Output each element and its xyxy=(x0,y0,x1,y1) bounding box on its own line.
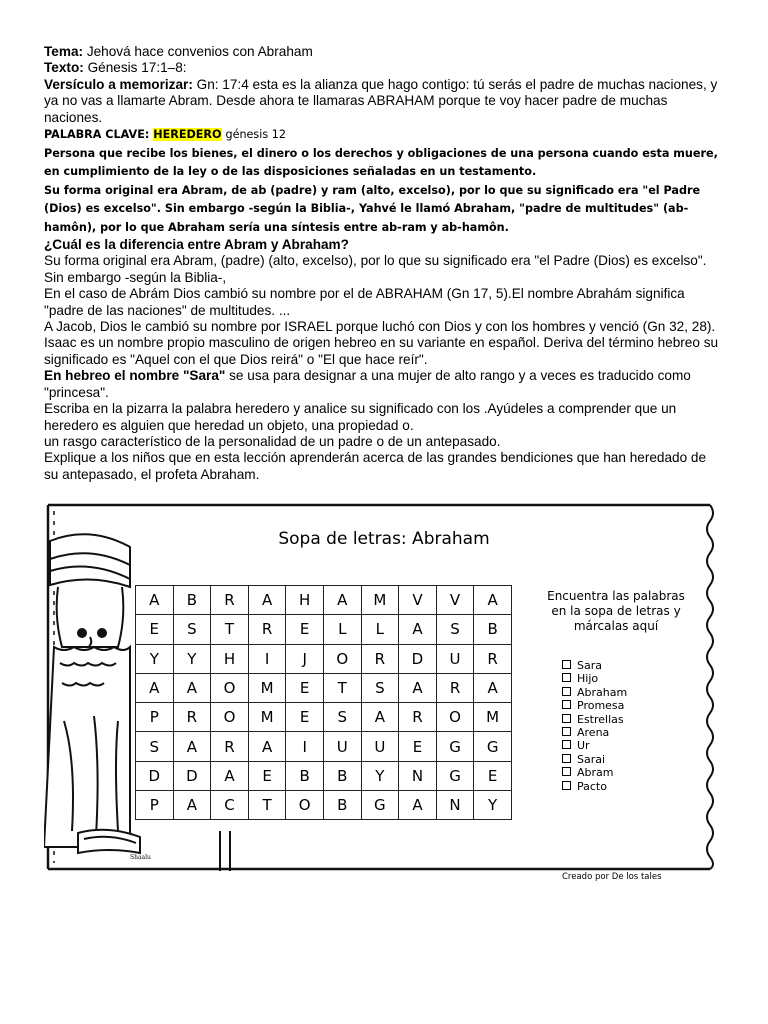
grid-row xyxy=(136,703,512,732)
grid-cell[interactable]: G xyxy=(474,732,512,761)
word-label: Hijo xyxy=(577,672,599,686)
worksheet-wavy-right-border xyxy=(707,505,713,869)
word-label: Estrellas xyxy=(577,712,624,726)
grid-cell[interactable]: C xyxy=(211,791,249,820)
checkbox-icon[interactable] xyxy=(562,673,571,682)
grid-cell[interactable]: D xyxy=(136,761,174,790)
grid-cell[interactable]: L xyxy=(361,615,399,644)
grid-cell[interactable]: H xyxy=(211,644,249,673)
grid-cell[interactable]: A xyxy=(248,732,286,761)
worksheet-title: Sopa de letras: Abraham xyxy=(278,529,490,549)
grid-cell[interactable]: S xyxy=(173,615,211,644)
palabra-clave-word: HEREDERO xyxy=(153,128,222,142)
texto-text: Génesis 17:1–8: xyxy=(87,60,187,76)
grid-cell[interactable]: D xyxy=(399,644,437,673)
checkbox-icon[interactable] xyxy=(562,714,571,723)
grid-cell[interactable]: R xyxy=(474,644,512,673)
instrucciones-p2: un rasgo característico de la personalidad de un padre o de un antepasado. xyxy=(44,433,501,449)
grid-cell[interactable]: E xyxy=(136,615,174,644)
grid-cell[interactable]: G xyxy=(361,791,399,820)
grid-row xyxy=(136,761,512,790)
tema-label: Tema: xyxy=(44,44,84,59)
sara-text: se usa para designar a una mujer de alto rango y a veces es traducido como "princesa". xyxy=(44,368,691,400)
grid-cell[interactable]: T xyxy=(248,791,286,820)
word-list-item xyxy=(562,766,627,779)
word-list-item xyxy=(562,699,627,712)
grid-cell[interactable]: S xyxy=(323,703,361,732)
grid-cell[interactable]: O xyxy=(323,644,361,673)
grid-cell[interactable]: V xyxy=(399,586,437,615)
diferencia-heading: ¿Cuál es la diferencia entre Abram y Abraham? xyxy=(44,237,349,253)
grid-cell[interactable]: J xyxy=(286,644,324,673)
grid-cell[interactable]: R xyxy=(399,703,437,732)
checkbox-icon[interactable] xyxy=(562,781,571,790)
checkbox-icon[interactable] xyxy=(562,687,571,696)
grid-cell[interactable]: E xyxy=(399,732,437,761)
diferencia-p2: En el caso de Abrám Dios cambió su nombre por el de ABRAHAM (Gn 17, 5).El nombre Abrahám significa "padre de las naciones" de multitudes. ... xyxy=(44,286,685,318)
grid-cell[interactable]: A xyxy=(173,732,211,761)
grid-cell[interactable]: S xyxy=(436,615,474,644)
grid-cell[interactable]: A xyxy=(248,586,286,615)
sara-line xyxy=(44,368,724,401)
grid-cell[interactable]: M xyxy=(474,703,512,732)
checkbox-icon[interactable] xyxy=(562,660,571,669)
grid-cell[interactable]: T xyxy=(211,615,249,644)
grid-cell[interactable]: B xyxy=(323,791,361,820)
word-list-item xyxy=(562,726,627,739)
texto-line xyxy=(44,60,724,76)
grid-cell[interactable]: S xyxy=(361,673,399,702)
word-list-item xyxy=(562,686,627,699)
grid-cell[interactable]: R xyxy=(173,703,211,732)
worksheet-instruction: Encuentra las palabras en la sopa de letras y márcalas aquí xyxy=(547,589,685,633)
palabra-clave-line xyxy=(44,126,724,145)
grid-cell[interactable]: U xyxy=(361,732,399,761)
palabra-clave-origin: Su forma original era Abram, de ab (padre) y ram (alto, excelso), por lo que su significado era "el Padre (Dios) es excelso". Sin embargo -según la Biblia-, Yahvé le llamó Abraham, "padre de multitudes" (ab-hamôn), por lo que Abraham sería una síntesis entre ab-ram y ab-hamôn. xyxy=(44,183,701,234)
grid-cell[interactable]: B xyxy=(286,761,324,790)
grid-cell[interactable]: A xyxy=(361,703,399,732)
versiculo-text: Gn: 17:4 esta es la alianza que hago contigo: tú serás el padre de muchas naciones, y ya no vas a llamarte Abram. Desde ahora te llamaras ABRAHAM porque te voy hacer padre de muchas naciones. xyxy=(44,76,718,125)
word-list xyxy=(562,659,627,793)
grid-cell[interactable]: E xyxy=(286,673,324,702)
grid-cell[interactable]: P xyxy=(136,703,174,732)
grid-cell[interactable]: R xyxy=(211,586,249,615)
grid-cell[interactable]: A xyxy=(136,673,174,702)
word-list-item xyxy=(562,659,627,672)
grid-cell[interactable]: M xyxy=(248,703,286,732)
grid-cell[interactable]: I xyxy=(286,732,324,761)
grid-cell[interactable]: S xyxy=(136,732,174,761)
grid-cell[interactable]: G xyxy=(436,761,474,790)
grid-cell[interactable]: L xyxy=(323,615,361,644)
grid-cell[interactable]: N xyxy=(436,791,474,820)
grid-cell[interactable]: B xyxy=(474,615,512,644)
grid-cell[interactable]: A xyxy=(173,673,211,702)
grid-cell[interactable]: Y xyxy=(173,644,211,673)
word-search-worksheet xyxy=(44,501,714,882)
word-label: Sarai xyxy=(577,752,606,766)
word-label: Ur xyxy=(577,739,590,753)
grid-row xyxy=(136,586,512,615)
grid-cell[interactable]: A xyxy=(399,615,437,644)
grid-cell[interactable]: R xyxy=(361,644,399,673)
grid-row xyxy=(136,673,512,702)
grid-cell[interactable]: E xyxy=(474,761,512,790)
word-label: Arena xyxy=(577,726,610,740)
instrucciones-p3: Explique a los niños que en esta lección aprenderán acerca de las grandes bendiciones que han heredado de su antepasado, el profeta Abraham. xyxy=(44,450,707,482)
grid-cell[interactable]: A xyxy=(323,586,361,615)
palabra-clave-ref: génesis 12 xyxy=(225,128,286,142)
word-list-item xyxy=(562,780,627,793)
sara-label: En hebreo el nombre "Sara" xyxy=(44,368,226,384)
grid-cell[interactable]: T xyxy=(323,673,361,702)
checkbox-icon[interactable] xyxy=(562,754,571,763)
palabra-clave-label: PALABRA CLAVE: xyxy=(44,128,150,142)
grid-cell[interactable]: U xyxy=(323,732,361,761)
grid-cell[interactable]: Y xyxy=(474,791,512,820)
word-list-item xyxy=(562,739,627,752)
artist-signature: Shaalu xyxy=(130,854,151,861)
document-body xyxy=(44,44,724,483)
grid-cell[interactable]: O xyxy=(436,703,474,732)
grid-cell[interactable]: B xyxy=(173,586,211,615)
word-label: Promesa xyxy=(577,699,625,713)
checkbox-icon[interactable] xyxy=(562,727,571,736)
word-label: Abraham xyxy=(577,685,628,699)
grid-cell[interactable]: R xyxy=(211,732,249,761)
word-label: Abram xyxy=(577,766,614,780)
instrucciones-p1: Escriba en la pizarra la palabra heredero y analice su significado con los .Ayúdeles a comprender que un heredero es alguien que heredad un objeto, una propiedad o. xyxy=(44,401,677,433)
grid-cell[interactable]: M xyxy=(361,586,399,615)
grid-cell[interactable]: P xyxy=(136,791,174,820)
tema-text: Jehová hace convenios con Abraham xyxy=(86,44,313,59)
palabra-clave-definition: Persona que recibe los bienes, el dinero o los derechos y obligaciones de una persona cuando esta muere, en cumplimiento de la ley o de las disposiciones señaladas en un testamento. xyxy=(44,146,718,179)
worksheet-credit: Creado por De los tales xyxy=(562,872,662,882)
word-search-grid xyxy=(135,585,512,820)
grid-cell[interactable]: A xyxy=(474,586,512,615)
grid-row xyxy=(136,644,512,673)
grid-cell[interactable]: U xyxy=(436,644,474,673)
grid-cell[interactable]: O xyxy=(286,791,324,820)
grid-cell[interactable]: O xyxy=(211,703,249,732)
diferencia-p3: A Jacob, Dios le cambió su nombre por ISRAEL porque luchó con Dios y con los hombres y venció (Gn 32, 28). xyxy=(44,319,716,335)
grid-cell[interactable]: I xyxy=(248,644,286,673)
grid-cell[interactable]: R xyxy=(248,615,286,644)
grid-cell[interactable]: Y xyxy=(361,761,399,790)
grid-cell[interactable]: R xyxy=(436,673,474,702)
grid-row xyxy=(136,732,512,761)
grid-cell[interactable]: A xyxy=(474,673,512,702)
grid-row xyxy=(136,791,512,820)
grid-cell[interactable]: Y xyxy=(136,644,174,673)
grid-cell[interactable]: G xyxy=(436,732,474,761)
grid-cell[interactable]: M xyxy=(248,673,286,702)
checkbox-icon[interactable] xyxy=(562,767,571,776)
word-label: Pacto xyxy=(577,779,607,793)
tema-line xyxy=(44,44,724,60)
grid-cell[interactable]: V xyxy=(436,586,474,615)
word-label: Sara xyxy=(577,659,602,672)
grid-cell[interactable]: D xyxy=(173,761,211,790)
checkbox-icon[interactable] xyxy=(562,700,571,709)
grid-cell[interactable]: N xyxy=(399,761,437,790)
grid-cell[interactable]: B xyxy=(323,761,361,790)
grid-cell[interactable]: A xyxy=(399,791,437,820)
grid-cell[interactable]: A xyxy=(173,791,211,820)
checkbox-icon[interactable] xyxy=(562,740,571,749)
grid-cell[interactable]: O xyxy=(211,673,249,702)
texto-label: Texto: xyxy=(44,60,84,76)
diferencia-p1: Su forma original era Abram, (padre) (alto, excelso), por lo que su significado era "el Padre (Dios) es excelso". Sin embargo -según la Biblia-, xyxy=(44,253,707,285)
grid-row xyxy=(136,615,512,644)
word-list-item xyxy=(562,713,627,726)
grid-cell[interactable]: E xyxy=(248,761,286,790)
word-list-item xyxy=(562,672,627,685)
grid-cell[interactable]: E xyxy=(286,615,324,644)
grid-cell[interactable]: A xyxy=(136,586,174,615)
grid-cell[interactable]: A xyxy=(211,761,249,790)
grid-cell[interactable]: E xyxy=(286,703,324,732)
versiculo-line xyxy=(44,77,724,126)
diferencia-p4: Isaac es un nombre propio masculino de origen hebreo en su variante en español. Deriva del término hebreo su significado es "Aquel con el que Dios reirá" o "El que hace reír". xyxy=(44,335,719,367)
grid-cell[interactable]: H xyxy=(286,586,324,615)
versiculo-label: Versículo a memorizar: xyxy=(44,76,193,92)
word-list-item xyxy=(562,753,627,766)
grid-cell[interactable]: A xyxy=(399,673,437,702)
